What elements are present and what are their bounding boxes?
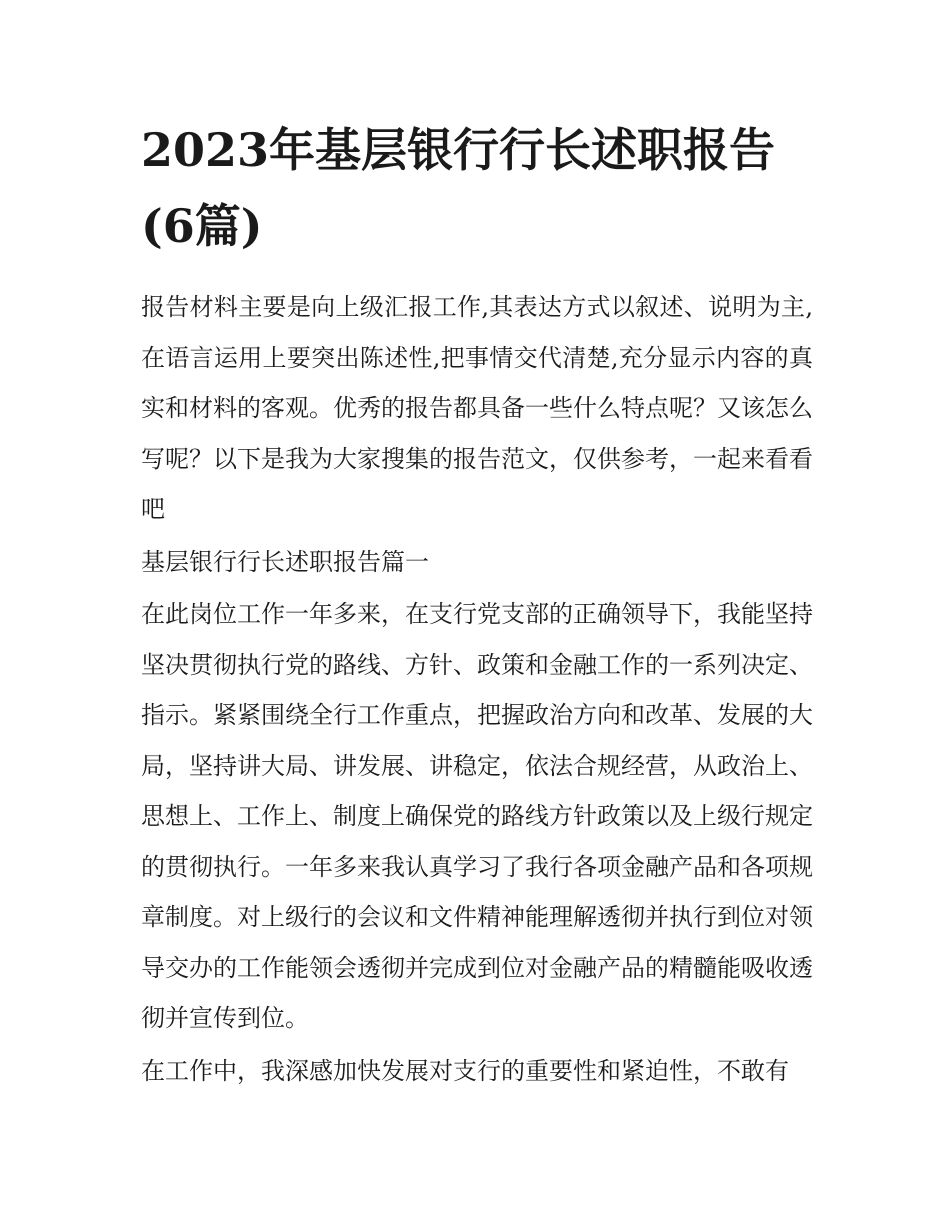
intro-paragraph: 报告材料主要是向上级汇报工作,其表达方式以叙述、说明为主,在语言运用上要突出陈述性,把事情交代清楚,充分显示内容的真实和材料的客观。优秀的报告都具备一些什么特点呢？又该怎么写呢？以下是我为大家搜集的报告范文，仅供参考，一起来看看吧 [141,293,813,523]
section-heading: 基层银行行长述职报告篇一 [141,547,429,576]
body-paragraph-1: 在此岗位工作一年多来，在支行党支部的正确领导下，我能坚持坚决贯彻执行党的路线、方针、政策和金融工作的一系列决定、指示。紧紧围绕全行工作重点，把握政治方向和改革、发展的大局，坚持讲大局、讲发展、讲稳定，依法合规经营，从政治上、思想上、工作上、制度上确保党的路线方针政策以及上级行规定的贯彻执行。一年多来我认真学习了我行各项金融产品和各项规章制度。对上级行的会议和文件精神能理解透彻并执行到位对领导交办的工作能领会透彻并完成到位对金融产品的精髓能吸收透彻并宣传到位。 [141,600,813,1032]
body-paragraph-2: 在工作中，我深感加快发展对支行的重要性和紧迫性，不敢有 [141,1056,789,1085]
document-title: 2023年基层银行行长述职报告(6篇) [141,123,776,253]
document-page [141,112,813,1096]
